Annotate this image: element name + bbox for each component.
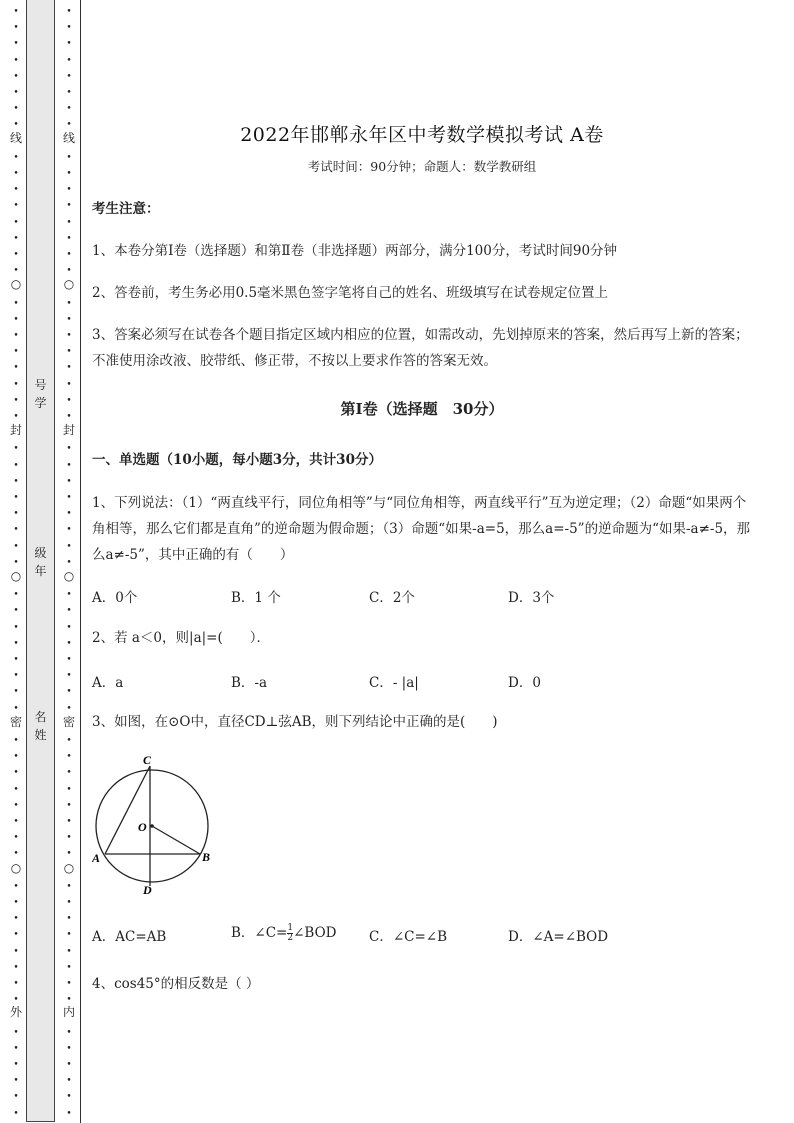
dot: • [66, 606, 72, 617]
dot: • [66, 1060, 72, 1070]
dot: • [66, 1027, 72, 1038]
dot: • [13, 525, 19, 536]
dot: • [13, 817, 19, 827]
dot: • [66, 946, 72, 957]
question-2-option-a[interactable]: A．a [92, 675, 124, 691]
dot: • [66, 314, 72, 325]
dot: • [13, 347, 19, 358]
dot: • [13, 881, 19, 892]
question-2-options [92, 671, 752, 691]
dot: • [66, 557, 72, 568]
question-2-option-c[interactable]: C．- |a| [369, 675, 419, 691]
dot: • [13, 557, 19, 568]
dot: • [13, 412, 19, 422]
dot: • [66, 655, 72, 665]
label-name: 名 姓 [34, 710, 47, 742]
dot: • [66, 800, 72, 811]
outer-marker-2: ○ [10, 277, 22, 291]
dot: • [66, 55, 72, 66]
dot: • [13, 914, 19, 925]
dot: • [66, 687, 72, 698]
dot: • [13, 201, 19, 212]
question-2-option-d[interactable]: D．0 [508, 675, 541, 691]
dot: • [66, 671, 72, 682]
dot: • [66, 881, 72, 892]
dot: • [13, 104, 19, 115]
inner-marker-6: ○ [63, 861, 75, 875]
dot: • [66, 1043, 72, 1054]
dot: • [66, 233, 72, 244]
inner-marker-5: 密 [62, 715, 75, 729]
dot: • [13, 1043, 19, 1054]
point-label-d: D [143, 883, 152, 897]
dot: • [66, 476, 72, 487]
inner-marker-2: ○ [63, 277, 75, 291]
dot: • [13, 266, 19, 277]
dot: • [13, 1027, 19, 1038]
dot: • [13, 444, 19, 455]
dot: • [66, 331, 72, 341]
dot: • [13, 979, 19, 989]
dot: • [66, 541, 72, 552]
dot: • [13, 7, 19, 17]
dot: • [66, 7, 72, 17]
dot: • [66, 217, 72, 228]
student-info-strip [26, 0, 55, 1122]
question-3-option-c[interactable]: C．∠C=∠B [369, 929, 448, 945]
dot: • [13, 120, 19, 131]
circle-diagram [92, 748, 222, 898]
dot: • [66, 979, 72, 989]
dot: • [13, 622, 19, 633]
label-grade: 级 年 [34, 546, 47, 578]
dot: • [66, 638, 72, 649]
dot: • [13, 541, 19, 552]
notice-heading: 考生注意： [92, 201, 160, 217]
dot: • [13, 736, 19, 746]
dot: • [13, 509, 19, 520]
dot: • [66, 590, 72, 601]
dot: • [66, 703, 72, 714]
dot: • [66, 201, 72, 212]
dot: • [66, 784, 72, 795]
notice-item-2: 2、答卷前，考生务必用0.5毫米黑色签字笔将自己的姓名、班级填写在试卷规定位置上 [92, 285, 609, 301]
dot: • [13, 800, 19, 811]
inner-marker-3: 封 [62, 423, 75, 437]
dot: • [13, 88, 19, 98]
dot: • [13, 898, 19, 908]
dot: • [66, 88, 72, 98]
dot: • [13, 1076, 19, 1087]
dot: • [13, 833, 19, 844]
dot: • [66, 347, 72, 358]
dot: • [13, 169, 19, 179]
question-3-option-d[interactable]: D．∠A=∠BOD [508, 929, 609, 945]
dot: • [66, 395, 72, 406]
dot: • [13, 395, 19, 406]
dot: • [13, 703, 19, 714]
dot: • [66, 849, 72, 860]
dot: • [13, 1060, 19, 1070]
dot: • [13, 152, 19, 163]
question-2-stem: 2、若 a＜0，则|a|=( ）． [92, 630, 270, 646]
question-1-stem: 1、下列说法：（1）“两直线平行，同位角相等”与“同位角相等，两直线平行”互为逆定理；（2）命题“如果两个角相等，那么它们都是直角”的逆命题为假命题；（3）命题“如果-a=5，那么a=-5”的逆命题为“如果-a≠-5，那么a≠-5”，其中正确的有（ ） [92, 495, 751, 563]
dot: • [66, 169, 72, 179]
dot: • [66, 120, 72, 131]
dot: • [13, 331, 19, 341]
dot: • [13, 460, 19, 471]
dot: • [66, 736, 72, 746]
inner-marker-7: 内 [62, 1005, 75, 1019]
dot: • [66, 509, 72, 520]
dot: • [13, 476, 19, 487]
segment-ob [152, 826, 200, 854]
dot: • [13, 962, 19, 973]
dot: • [13, 995, 19, 1006]
dot: • [66, 1092, 72, 1103]
dot: • [13, 849, 19, 860]
outer-marker-5: 密 [9, 715, 22, 729]
question-3-stem: 3、如图，在⊙O中，直径CD⊥弦AB，则下列结论中正确的是( ) [92, 714, 498, 730]
inner-marker-1: 线 [62, 131, 75, 145]
dot: • [13, 185, 19, 196]
inner-marker-4: ○ [63, 569, 75, 583]
dot: • [13, 314, 19, 325]
dot: • [13, 671, 19, 682]
section-title: 第Ⅰ卷（选择题 30分） [340, 400, 504, 418]
dot: • [13, 363, 19, 374]
dot: • [66, 525, 72, 536]
dot: • [66, 412, 72, 422]
dot: • [66, 752, 72, 763]
dot: • [66, 363, 72, 374]
dot: • [13, 655, 19, 665]
dot: • [66, 39, 72, 50]
dot: • [13, 930, 19, 941]
dot: • [66, 995, 72, 1006]
question-3-option-a[interactable]: A．AC=AB [92, 929, 167, 945]
dot: • [13, 217, 19, 228]
part-heading: 一、单选题（10小题，每小题3分，共计30分） [92, 452, 382, 468]
question-3-options [92, 925, 752, 945]
dot: • [66, 768, 72, 779]
center-point [150, 824, 154, 828]
dot: • [66, 379, 72, 390]
outer-marker-4: ○ [10, 569, 22, 583]
dot: • [13, 71, 19, 82]
dot: • [66, 250, 72, 260]
dot: • [13, 687, 19, 698]
label-student-id: 号 学 [34, 378, 47, 410]
margin-rule [80, 0, 81, 1123]
dot: • [13, 606, 19, 617]
question-4-stem: 4、cos45°的相反数是（ ） [92, 976, 260, 992]
dot: • [66, 444, 72, 455]
dot: • [66, 1076, 72, 1087]
point-label-c: C [143, 753, 152, 767]
dot: • [66, 1108, 72, 1119]
dot: • [13, 1108, 19, 1119]
dot: • [66, 266, 72, 277]
option-b-suffix: ∠BOD [293, 925, 337, 941]
question-3-option-b[interactable] [231, 921, 336, 943]
question-1-options [92, 586, 752, 606]
dot: • [13, 23, 19, 34]
dot: • [66, 914, 72, 925]
option-b-prefix: B．∠C= [231, 925, 288, 941]
segment-ac [105, 766, 150, 854]
question-1-option-a[interactable]: A．0个 [92, 590, 138, 606]
dot: • [66, 962, 72, 973]
dot: • [13, 250, 19, 260]
fraction-one-half: $\frac{1}{2}$ [287, 923, 294, 943]
notice-item-3: 3、答案必须写在试卷各个题目指定区域内相应的位置，如需改动，先划掉原来的答案，然后再写上新的答案；不准使用涂改液、胶带纸、修正带，不按以上要求作答的答案无效。 [92, 327, 749, 369]
dot: • [13, 590, 19, 601]
dot: • [13, 39, 19, 50]
dot: • [66, 493, 72, 503]
notice-item-1: 1、本卷分第Ⅰ卷（选择题）和第Ⅱ卷（非选择题）两部分，满分100分，考试时间90分钟 [92, 243, 618, 259]
exam-title: 2022年邯郸永年区中考数学模拟考试 A卷 [240, 124, 604, 146]
dot: • [13, 55, 19, 66]
dot: • [13, 638, 19, 649]
dot: • [66, 930, 72, 941]
question-1-option-d[interactable]: D．3个 [508, 590, 555, 606]
dot: • [66, 833, 72, 844]
dot: • [66, 298, 72, 309]
question-1-option-b[interactable]: B．1 个 [231, 590, 281, 606]
dot: • [13, 768, 19, 779]
outer-marker-3: 封 [9, 423, 22, 437]
dot: • [66, 817, 72, 827]
dot: • [13, 784, 19, 795]
dot: • [13, 752, 19, 763]
question-2-option-b[interactable]: B．-a [231, 675, 268, 691]
dot: • [66, 622, 72, 633]
dot: • [66, 460, 72, 471]
binding-margin-outer [9, 0, 23, 1123]
outer-marker-1: 线 [9, 131, 22, 145]
dot: • [13, 946, 19, 957]
dot: • [66, 71, 72, 82]
dot: • [13, 493, 19, 503]
dot: • [13, 379, 19, 390]
exam-subtitle: 考试时间：90分钟；命题人：数学教研组 [307, 159, 537, 174]
point-label-a: A [92, 851, 101, 865]
dot: • [13, 233, 19, 244]
dot: • [13, 1092, 19, 1103]
binding-margin-inner [62, 0, 76, 1123]
dot: • [66, 185, 72, 196]
dot: • [66, 104, 72, 115]
dot: • [66, 898, 72, 908]
question-1-option-c[interactable]: C．2个 [369, 590, 415, 606]
outer-marker-6: ○ [10, 861, 22, 875]
point-label-o: O [138, 820, 147, 834]
dot: • [66, 23, 72, 34]
outer-marker-7: 外 [9, 1005, 22, 1019]
dot: • [66, 152, 72, 163]
point-label-b: B [202, 850, 211, 864]
dot: • [13, 298, 19, 309]
